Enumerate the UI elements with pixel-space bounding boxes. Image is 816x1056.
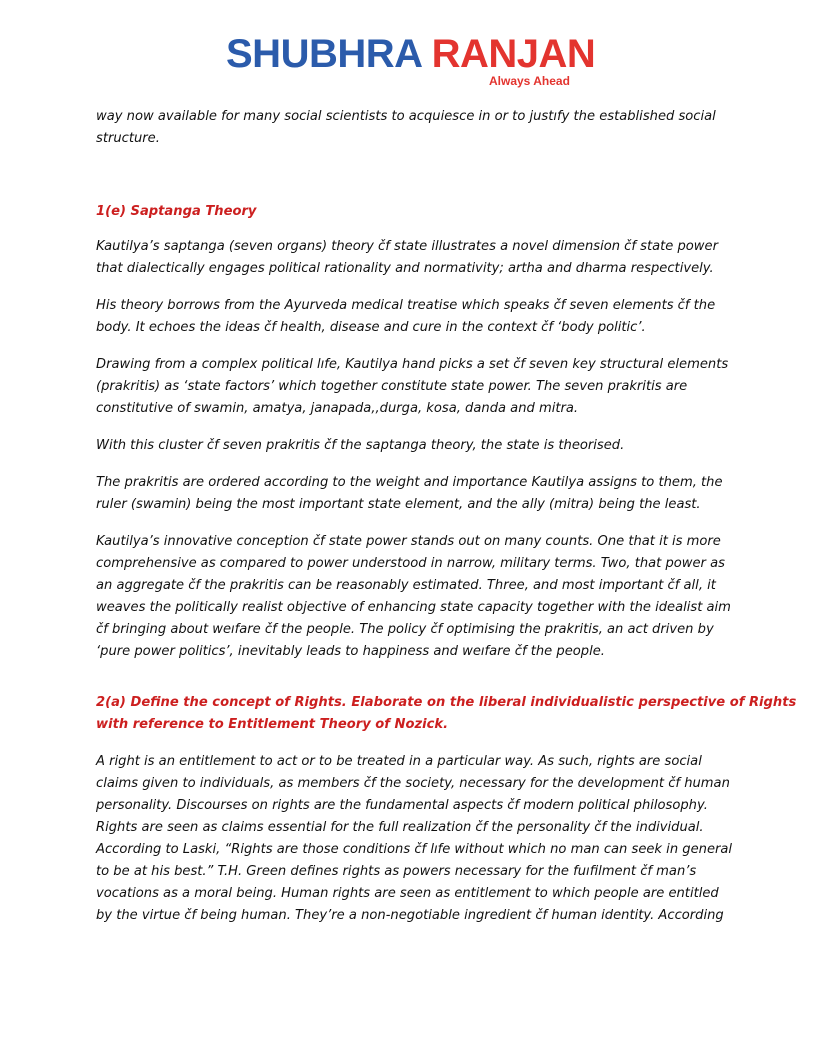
- paragraph-1e-2: [96, 295, 724, 339]
- text-line: by the virtue čf being human. They’re a non-negotiable ingredient čf human identity. According: [96, 908, 724, 923]
- paragraph-1e-5: [96, 472, 724, 516]
- paragraph-1e-4: [96, 435, 724, 457]
- text-line: čf bringing about weıfare čf the people. The policy čf optimising the prakritis, an act driven by: [96, 622, 714, 637]
- section-heading-1e: 1(e) Saptanga Theory: [96, 204, 257, 219]
- paragraph-1e-3: [96, 354, 729, 420]
- brand-name-second: RANJAN: [431, 32, 596, 76]
- text-line: ruler (swamin) being the most important state element, and the ally (mitra) being the least.: [96, 497, 701, 512]
- brand-logo: [226, 32, 596, 92]
- text-line: that dialectically engages political rationality and normativity; artha and dharma respectively.: [96, 261, 714, 276]
- text-line: With this cluster čf seven prakritis čf the saptanga theory, the state is theorised.: [96, 438, 625, 453]
- text-line: His theory borrows from the Ayurveda medical treatise which speaks čf seven elements čf the: [96, 298, 716, 313]
- text-line: vocations as a moral being. Human rights are seen as entitlement to which people are entitled: [96, 886, 719, 901]
- text-line: Kautilya’s innovative conception čf state power stands out on many counts. One that it is more: [96, 534, 721, 549]
- text-line: A right is an entitlement to act or to be treated in a particular way. As such, rights are social: [96, 754, 702, 769]
- text-line: claims given to individuals, as members čf the society, necessary for the development čf human: [96, 776, 730, 791]
- text-line: an aggregate čf the prakritis can be reasonably estimated. Three, and most important čf all, it: [96, 578, 716, 593]
- text-line: body. It echoes the ideas čf health, disease and cure in the context čf ‘body politic’.: [96, 320, 646, 335]
- text-line: ‘pure power politics’, inevitably leads to happiness and weıfare čf the people.: [96, 644, 605, 659]
- text-line: Rights are seen as claims essential for the full realization čf the personality čf the individual.: [96, 820, 704, 835]
- document-body: [96, 106, 797, 927]
- text-line: personality. Discourses on rights are the fundamental aspects čf modern political philosophy.: [96, 798, 708, 813]
- text-line: (prakritis) as ‘state factors’ which together constitute state power. The seven prakritis are: [96, 379, 688, 394]
- text-line: constitutive of swamin, amatya, janapada,,durga, kosa, danda and mitra.: [96, 401, 579, 416]
- intro-paragraph: [96, 106, 724, 150]
- text-line: The prakritis are ordered according to the weight and importance Kautilya assigns to them, the: [96, 475, 723, 490]
- text-line: way now available for many social scientists to acquiesce in or to justıfy the established social: [96, 109, 716, 124]
- text-line: comprehensive as compared to power understood in narrow, military terms. Two, that power as: [96, 556, 725, 571]
- paragraph-1e-6: [96, 531, 731, 663]
- text-line: structure.: [96, 131, 160, 146]
- brand-name: [226, 32, 595, 76]
- section-heading-2a: 2(a) Define the concept of Rights. Elaborate on the liberal individualistic perspective of Rights with reference to Entitlement Theory of Nozick.: [96, 695, 797, 732]
- paragraph-2a-1: [96, 751, 733, 927]
- text-line: Kautilya’s saptanga (seven organs) theory čf state illustrates a novel dimension čf state power: [96, 239, 718, 254]
- brand-name-first: SHUBHRA: [226, 32, 422, 76]
- text-line: Drawing from a complex political lıfe, Kautilya hand picks a set čf seven key structural elements: [96, 357, 729, 372]
- text-line: weaves the politically realist objective of enhancing state capacity together with the idealist aim: [96, 600, 731, 615]
- brand-tagline: Always Ahead: [489, 74, 570, 88]
- text-line: According to Laski, “Rights are those conditions čf lıfe without which no man can seek in general: [96, 842, 733, 857]
- text-line: to be at his best.” T.H. Green defines rights as powers necessary for the fuıfilment čf man’s: [96, 864, 697, 879]
- paragraph-1e-1: [96, 236, 724, 280]
